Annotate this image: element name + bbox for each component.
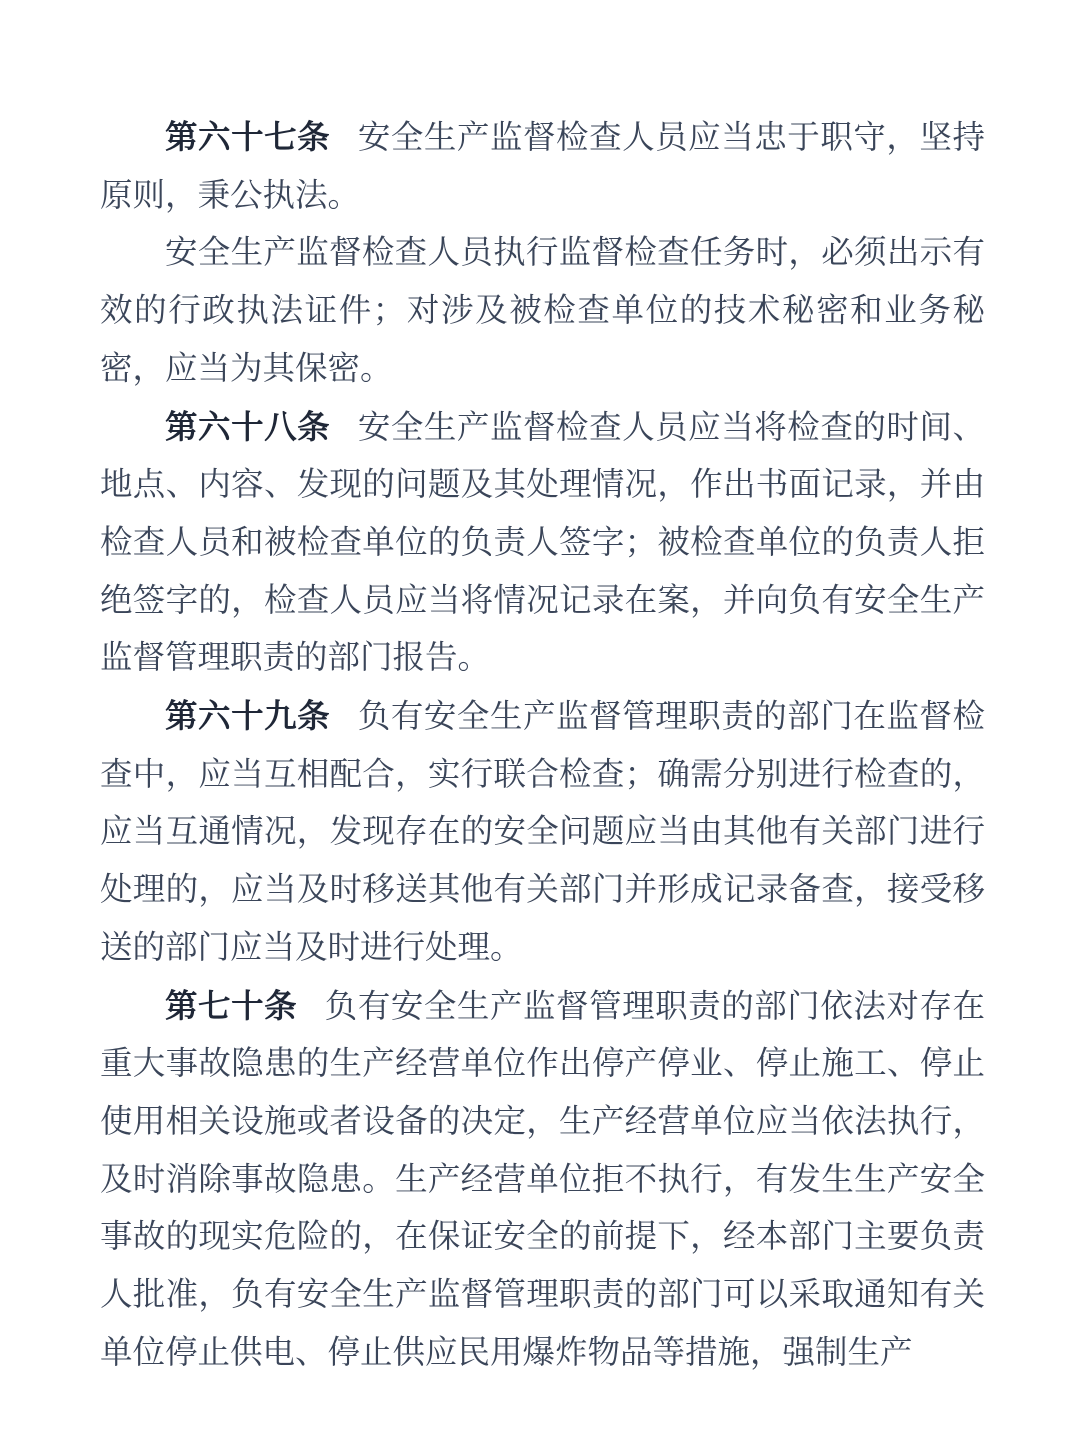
article-68-text: 安全生产监督检查人员应当将检查的时间、地点、内容、发现的问题及其处理情况，作出书面记录，并由检查人员和被检查单位的负责人签字；被检查单位的负责人拒绝签字的，检查人员应当将情况记录在案，并向负有安全生产监督管理职责的部门报告。 bbox=[100, 409, 985, 677]
article-70-number: 第七十条 bbox=[165, 986, 298, 1025]
article-70-text: 负有安全生产监督管理职责的部门依法对存在重大事故隐患的生产经营单位作出停产停业、停止施工、停止使用相关设施或者设备的决定，生产经营单位应当依法执行，及时消除事故隐患。生产经营单位拒不执行，有发生生产安全事故的现实危险的，在保证安全的前提下，经本部门主要负责人批准，负有安全生产监督管理职责的部门可以采取通知有关单位停止供电、停止供应民用爆炸物品等措施，强制生产 bbox=[100, 988, 985, 1371]
article-70-paragraph bbox=[100, 978, 985, 1383]
article-69-text: 负有安全生产监督管理职责的部门在监督检查中，应当互相配合，实行联合检查；确需分别进行检查的，应当互通情况，发现存在的安全问题应当由其他有关部门进行处理的，应当及时移送其他有关部门并形成记录备查，接受移送的部门应当及时进行处理。 bbox=[100, 699, 985, 966]
article-67-number: 第六十七条 bbox=[165, 118, 331, 156]
article-67-paragraph-2-text: 安全生产监督检查人员执行监督检查任务时，必须出示有效的行政执法证件；对涉及被检查单位的技术秘密和业务秘密，应当为其保密。 bbox=[100, 235, 985, 387]
article-69-number: 第六十九条 bbox=[165, 697, 331, 736]
article-68-number: 第六十八条 bbox=[165, 407, 331, 446]
article-67-paragraph-2 bbox=[100, 225, 985, 398]
article-67-paragraph-1 bbox=[100, 109, 985, 225]
law-text-body bbox=[100, 109, 985, 1382]
article-69-paragraph bbox=[100, 688, 985, 978]
article-68-paragraph bbox=[100, 399, 985, 689]
article-67-text: 安全生产监督检查人员应当忠于职守，坚持原则，秉公执法。 bbox=[100, 120, 985, 214]
